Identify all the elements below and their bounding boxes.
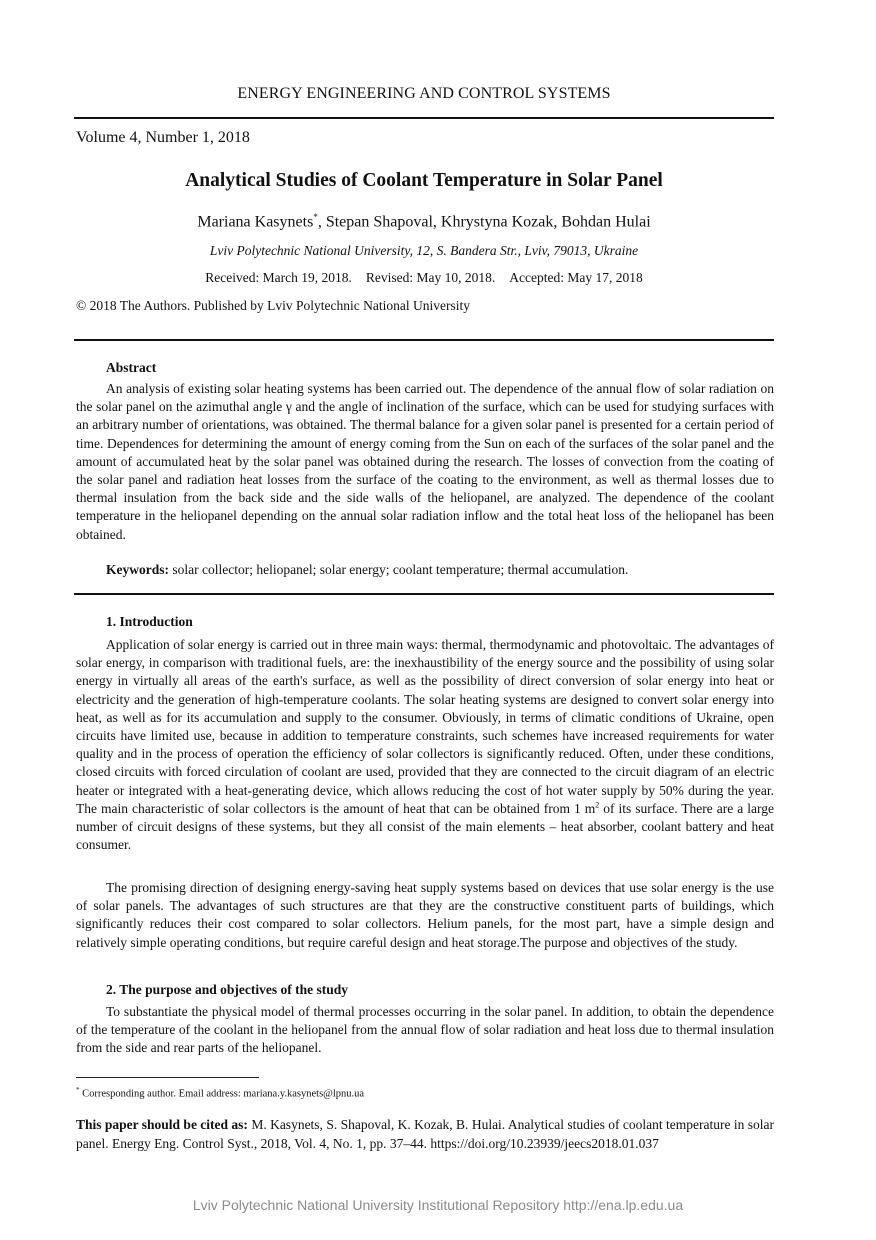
keywords-label: Keywords:	[106, 562, 169, 577]
paragraph-text: Application of solar energy is carried out in three main ways: thermal, thermodynamic and photovoltaic. The advantages of solar energy, in comparison with traditional fuels, are: the inexhaustibility of the energy source and the possibility of using solar energy in virtually all areas of the earth's surface, as well as the possibility of direct conversion of solar energy into heat or electricity and the generation of high-temperature coolants. The solar heating systems are designed to convert solar energy into heat, as well as for its accumulation and supply to the consumer. Obviously, in terms of climatic conditions of Ukraine, open circuits have limited use, because in addition to temperature constraints, such schemes have increased requirements for water quality and in the process of operation the efficiency of solar collectors is significantly reduced. Often, under these conditions, closed circuits with forced circulation of coolant are used, provided that they are connected to the circuit diagram of an electric heater or integrated with a heat-generating device, which allows reducing the cost of hot water supply by 50% during the year. The main characteristic of solar collectors is the amount of heat that can be obtained from 1 m	[76, 637, 774, 816]
footnote-text: Corresponding author. Email address: mariana.y.kasynets@lpnu.ua	[79, 1088, 365, 1100]
author-corresponding: Mariana Kasynets	[197, 213, 314, 231]
abstract-text: An analysis of existing solar heating systems has been carried out. The dependence of the annual flow of solar radiation on the solar panel on the azimuthal angle γ and the angle of inclination of the surface, which can be used for studying surfaces with an arbitrary number of orientations, was obtained. The thermal balance for a given solar panel is presented for a certain period of time. Dependences for determining the amount of energy coming from the Sun on each of the surfaces of the solar panel and the amount of accumulated heat by the solar panel was obtained during the research. The losses of convection from the coating of the solar panel and radiation heat losses from the surface of the coating to the environment, as well as thermal losses due to thermal insulation from the back side and the side walls of the heliopanel, are analyzed. The dependence of the coolant temperature in the heliopanel depending on the annual solar radiation inflow and the total heat loss of the heliopanel has been obtained.	[76, 381, 774, 542]
footnote-rule	[76, 1077, 259, 1078]
keywords-text: solar collector; heliopanel; solar energy; coolant temperature; thermal accumulation.	[169, 562, 629, 577]
keywords	[106, 562, 628, 578]
section-2-paragraph-1: To substantiate the physical model of thermal processes occurring in the solar panel. In addition, to obtain the dependence of the temperature of the coolant in the heliopanel from the annual flow of solar radiation and heat loss due to thermal insulation from the side and rear parts of the heliopanel.	[76, 1004, 774, 1056]
footnote	[76, 1086, 364, 1100]
section-1-paragraph-1	[76, 636, 774, 854]
section-1-paragraph-2: The promising direction of designing energy-saving heat supply systems based on devices that use solar energy is the use of solar panels. The advantages of such structures are that they are the constructive constituent parts of buildings, which significantly reduces their cost compared to solar collectors. Helium panels, for the most part, have a simple design and relatively simple operating conditions, but require careful design and heat storage.The purpose and objectives of the study.	[76, 880, 774, 950]
author-list	[0, 212, 848, 231]
journal-header: ENERGY ENGINEERING AND CONTROL SYSTEMS	[237, 85, 611, 102]
dates-line	[0, 270, 848, 286]
author-others: , Stepan Shapoval, Khrystyna Kozak, Bohdan Hulai	[317, 213, 651, 231]
copyright-notice: © 2018 The Authors. Published by Lviv Polytechnic National University	[76, 298, 470, 313]
superscript: 2	[595, 800, 600, 810]
abstract-heading: Abstract	[106, 360, 157, 375]
date-accepted: Accepted: May 17, 2018	[509, 270, 643, 285]
footnote-mark: *	[76, 1086, 80, 1094]
affiliation: Lviv Polytechnic National University, 12, S. Bandera Str., Lviv, 79013, Ukraine	[209, 243, 639, 258]
paper-title: Analytical Studies of Coolant Temperature in Solar Panel	[185, 170, 663, 191]
abstract-bottom-rule	[74, 593, 774, 595]
section-2-heading: 2. The purpose and objectives of the study	[106, 982, 349, 997]
volume-info: Volume 4, Number 1, 2018	[76, 129, 250, 146]
date-revised: Revised: May 10, 2018.	[365, 270, 496, 285]
paragraph-text: of its surface. There are a large number of circuit designs of these systems, but they all consist of the main elements – heat absorber, coolant battery and heat consumer.	[76, 800, 774, 853]
header-rule	[74, 117, 774, 119]
citation-text: M. Kasynets, S. Shapoval, K. Kozak, B. Hulai. Analytical studies of coolant temperature in solar panel. Energy Eng. Control Syst., 2018, Vol. 4, No. 1, pp. 37–44. https://doi.org/10.23939/jeecs2018.01.037	[76, 1117, 774, 1151]
repository-footer: Lviv Polytechnic National University Institutional Repository http://ena.lp.edu.ua	[192, 1197, 684, 1213]
abstract-top-rule	[74, 339, 774, 341]
date-received: Received: March 19, 2018.	[205, 270, 352, 285]
citation-label: This paper should be cited as:	[76, 1117, 248, 1132]
citation-block	[76, 1115, 774, 1153]
corresponding-mark: *	[313, 212, 318, 222]
section-1-heading: 1. Introduction	[106, 614, 193, 629]
